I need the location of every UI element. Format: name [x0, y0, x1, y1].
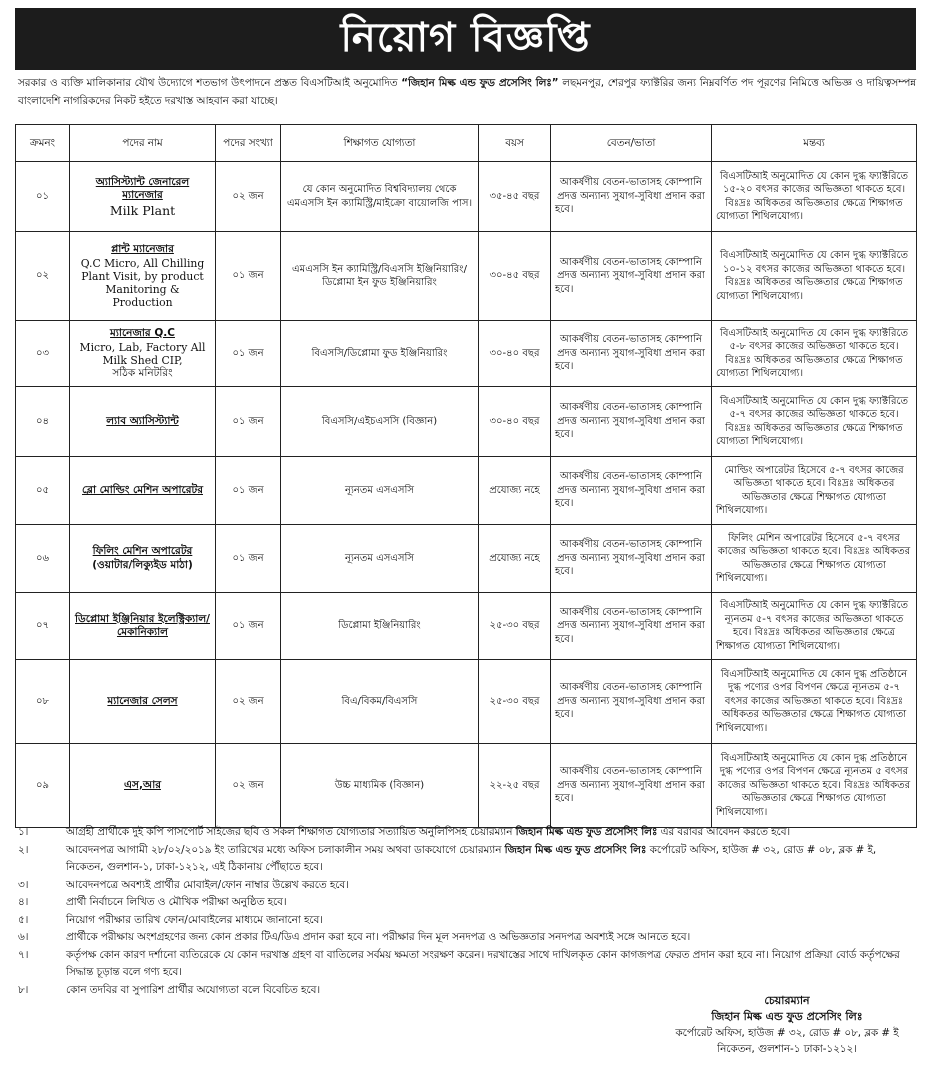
- cell-qualification: ডিপ্লোমা ইঞ্জিনিয়ারিং: [281, 593, 479, 660]
- cell-qualification: ন্যূনতম এসএসসি: [281, 457, 479, 525]
- cell-post-count: ০২ জন: [216, 660, 281, 744]
- post-subtitle-en: Milk Plant: [109, 202, 176, 218]
- cell-post-count: ০১ জন: [216, 593, 281, 660]
- list-item: [18, 877, 916, 895]
- cell-serial: ০৭: [16, 593, 70, 660]
- list-item: [18, 912, 916, 930]
- cell-post-name: [70, 321, 216, 387]
- cell-qualification: বিএ/বিকম/বিএসসি: [281, 660, 479, 744]
- note-number: ৬।: [18, 931, 29, 943]
- cell-post-count: ০১ জন: [216, 387, 281, 457]
- cell-remarks: বিএসটিআই অনুমোদিত যে কোন দুগ্ধ ফ্যাক্টরিতে ৫-৮ বৎসর কাজের অভিজ্ঞতা থাকতে হবে। বিঃদ্রঃ অধিকতর অভিজ্ঞতার ক্ষেত্রে শিক্ষাগত যোগ্যতা শিথিলযোগ্য।: [712, 321, 917, 387]
- post-subtitle-bn: (ওয়াটার/লিক্যুইড মাঠা): [92, 558, 193, 571]
- signatory-title: চেয়ারম্যান: [764, 994, 810, 1007]
- cell-serial: ০৩: [16, 321, 70, 387]
- intro-text-before: সরকার ও ব্যক্তি মালিকানার যৌথ উদ্যোগে শতভাগ উৎপাদনে প্রস্তত বিএসটিআই অনুমোদিত: [18, 77, 402, 89]
- cell-salary: আকর্ষণীয় বেতন-ভাতাসহ কোম্পানি প্রদত্ত অন্যান্য সুযাগ-সুবিধা প্রদান করা হবে।: [551, 321, 712, 387]
- vacancy-table: [15, 124, 917, 828]
- table-row: [16, 232, 917, 321]
- list-item: [18, 947, 916, 982]
- cell-remarks: বিএসটিআই অনুমোদিত যে কোন দুগ্ধ ফ্যাক্টরিতে ন্যূনতম ৫-৭ বৎসর কাজের অভিজ্ঞতা থাকতে হবে। বিঃদ্রঃ অধিকতর অভিজ্ঞতার ক্ষেত্রে শিক্ষাগত যোগ্যতা শিথিলযোগ্য।: [712, 593, 917, 660]
- cell-qualification: এমএসসি ইন ক্যামিস্ট্রি/বিএসসি ইঞ্জিনিয়ারিং/ ডিপ্লোমা ইন ফুড ইঞ্জিনিয়ারিং: [281, 232, 479, 321]
- cell-post-name: [70, 660, 216, 744]
- table-row: [16, 387, 917, 457]
- cell-salary: আকর্ষণীয় বেতন-ভাতাসহ কোম্পানি প্রদত্ত অন্যান্য সুযাগ-সুবিধা প্রদান করা হবে।: [551, 744, 712, 828]
- header-salary: বেতন/ভাতা: [551, 125, 712, 162]
- note-text: প্রার্থী নির্বাচনে লিখিত ও মৌখিক পরীক্ষা অনুষ্ঠিত হবে।: [66, 896, 287, 908]
- cell-remarks: বিএসটিআই অনুমোদিত যে কোন দুগ্ধ ফ্যাক্টরিতে ১০-১২ বৎসর কাজের অভিজ্ঞতা থাকতে হবে। বিঃদ্রঃ অধিকতর অভিজ্ঞতার ক্ষেত্রে শিক্ষাগত যোগ্যতা শিথিলযোগ্য।: [712, 232, 917, 321]
- post-title-bn: ব্লো মোল্ডিং মেশিন অপারেটর: [82, 483, 203, 496]
- list-item: [18, 824, 916, 842]
- header-post-name: পদের নাম: [70, 125, 216, 162]
- cell-serial: ০৯: [16, 744, 70, 828]
- cell-salary: আকর্ষণীয় বেতন-ভাতাসহ কোম্পানি প্রদত্ত অন্যান্য সুযাগ-সুবিধা প্রদান করা হবে।: [551, 232, 712, 321]
- cell-serial: ০৫: [16, 457, 70, 525]
- note-company-name: জিহান মিল্ক এন্ড ফুড প্রসেসিং লিঃ: [504, 843, 647, 856]
- header-post-count: পদের সংখ্যা: [216, 125, 281, 162]
- post-subtitle-en: Micro, Lab, Factory All Milk Shed CIP,: [79, 340, 206, 367]
- cell-serial: ০৪: [16, 387, 70, 457]
- cell-serial: ০৬: [16, 525, 70, 593]
- cell-age: ৩০-৪০ বছর: [479, 321, 551, 387]
- table-row: [16, 321, 917, 387]
- cell-post-name: [70, 162, 216, 232]
- cell-qualification: বিএসসি/ডিপ্লোমা ফুড ইঞ্জিনিয়ারিং: [281, 321, 479, 387]
- cell-age: ২২-২৫ বছর: [479, 744, 551, 828]
- intro-company-name: “জিহান মিল্ক এন্ড ফুড প্রসেসিং লিঃ”: [401, 77, 559, 89]
- cell-remarks: মোল্ডিং অপারেটর হিসেবে ৫-৭ বৎসর কাজের অভিজ্ঞতা থাকতে হবে। বিঃদ্রঃ অধিকতর অভিজ্ঞতার ক্ষেত্রে শিক্ষাগত যোগ্যতা শিথিলযোগ্য।: [712, 457, 917, 525]
- cell-post-name: [70, 525, 216, 593]
- note-text: কর্তৃপক্ষ কোন কারণ দর্শানো ব্যতিরেকে যে কোন দরখাস্ত গ্রহণ বা বাতিলের সর্বময় ক্ষমতা সংরক্ষণ করেন। দরখাস্তের সাথে দাখিলকৃত কোন কাগজপত্র ফেরত প্রদান করা হবে না। নিয়োগ প্রক্রিয়া বোর্ড কর্তৃপক্ষের সিদ্ধান্ত চূড়ান্ত বলে গণ্য হবে।: [66, 948, 900, 978]
- cell-remarks: বিএসটিআই অনুমোদিত যে কোন দুগ্ধ প্রতিষ্ঠানে দুগ্ধ পণ্যের ওপর বিপণন ক্ষেত্রে ন্যূনতম ৫ বৎসর কাজের অভিজ্ঞতা থাকতে হবে। বিঃদ্রঃ অধিকতর অভিজ্ঞতার ক্ষেত্রে শিক্ষাগত যোগ্যতা শিথিলযোগ্য।: [712, 744, 917, 828]
- cell-remarks: বিএসটিআই অনুমোদিত যে কোন দুগ্ধ ফ্যাক্টরিতে ১৫-২০ বৎসর কাজের অভিজ্ঞতা থাকতে হবে। বিঃদ্রঃ অধিকতর অভিজ্ঞতার ক্ষেত্রে শিক্ষাগত যোগ্যতা শিথিলযোগ্য।: [712, 162, 917, 232]
- table-row: [16, 744, 917, 828]
- cell-serial: ০১: [16, 162, 70, 232]
- cell-remarks: বিএসটিআই অনুমোদিত যে কোন দুগ্ধ ফ্যাক্টরিতে ৫-৭ বৎসর কাজের অভিজ্ঞতা থাকতে হবে। বিঃদ্রঃ অধিকতর অভিজ্ঞতার ক্ষেত্রে শিক্ষাগত যোগ্যতা শিথিলযোগ্য।: [712, 387, 917, 457]
- note-text: আবেদনপত্র আগামী ২৮/০২/২০১৯ ইং তারিখের মধ্যে অফিস চলাকালীন সময় অথবা ডাকযোগে চেয়ারম্যান: [66, 843, 505, 856]
- cell-age: ৩৫-৪৫ বছর: [479, 162, 551, 232]
- cell-post-count: ০১ জন: [216, 321, 281, 387]
- table-row: [16, 457, 917, 525]
- cell-age: ৩০-৪০ বছর: [479, 387, 551, 457]
- cell-salary: আকর্ষণীয় বেতন-ভাতাসহ কোম্পানি প্রদত্ত অন্যান্য সুযাগ-সুবিধা প্রদান করা হবে।: [551, 660, 712, 744]
- post-title-bn: ফিলিং মেশিন অপারেটর: [92, 545, 193, 557]
- intro-text-after: লছমনপুর, শেরপুর ফ্যাক্টরির জন্য নিম্নবর্ণিত পদ পূরণের নিমিত্তে অভিজ্ঞ ও দায়িত্বসম্পন্ন বাংলাদেশি নাগরিকদের নিকট হইতে দরখাস্ত আহবান করা যাচ্ছে।: [18, 77, 916, 107]
- header-qualification: শিক্ষাগত যোগ্যতা: [281, 125, 479, 162]
- post-title-bn: ম্যানেজার Q.C: [110, 327, 175, 339]
- note-number: ৪।: [18, 896, 29, 908]
- note-text: কোন তদবির বা সুপারিশ প্রার্থীর অযোগ্যতা বলে বিবেচিত হবে।: [66, 983, 321, 996]
- cell-salary: আকর্ষণীয় বেতন-ভাতাসহ কোম্পানি প্রদত্ত অন্যান্য সুযাগ-সুবিধা প্রদান করা হবে।: [551, 457, 712, 525]
- cell-salary: আকর্ষণীয় বেতন-ভাতাসহ কোম্পানি প্রদত্ত অন্যান্য সুযাগ-সুবিধা প্রদান করা হবে।: [551, 162, 712, 232]
- note-text: আবেদনপত্রে অবশ্যই প্রার্থীর মোবাইল/ফোন নাম্বার উল্লেখ করতে হবে।: [66, 878, 349, 891]
- intro-paragraph: [18, 74, 916, 110]
- note-number: ৭।: [18, 948, 29, 961]
- cell-age: প্রযোজ্য নহে: [479, 457, 551, 525]
- table-row: [16, 162, 917, 232]
- cell-salary: আকর্ষণীয় বেতন-ভাতাসহ কোম্পানি প্রদত্ত অন্যান্য সুযাগ-সুবিধা প্রদান করা হবে।: [551, 387, 712, 457]
- note-text-after: এর বরাবর আবেদন করতে হবে।: [657, 826, 791, 838]
- table-header-row: [16, 125, 917, 162]
- cell-post-count: ০১ জন: [216, 525, 281, 593]
- cell-age: ২৫-৩০ বছর: [479, 593, 551, 660]
- cell-post-count: ০২ জন: [216, 162, 281, 232]
- page-title: নিয়োগ বিজ্ঞপ্তি: [340, 14, 591, 61]
- post-title-bn: ম্যানেজার সেলস: [107, 694, 178, 707]
- cell-post-name: [70, 744, 216, 828]
- cell-remarks: বিএসটিআই অনুমোদিত যে কোন দুগ্ধ প্রতিষ্ঠানে দুগ্ধ পণ্যের ওপর বিপণন ক্ষেত্রে ন্যূনতম ৫-৭ বৎসর কাজের অভিজ্ঞতা থাকতে হবে। বিঃদ্রঃ অধিকতর অভিজ্ঞতার ক্ষেত্রে শিক্ষাগত যোগ্যতা শিথিলযোগ্য।: [712, 660, 917, 744]
- instructions-list: [18, 824, 916, 999]
- header-age: বয়স: [479, 125, 551, 162]
- header-serial: ক্রমনং: [16, 125, 70, 162]
- header-remarks: মন্তব্য: [712, 125, 917, 162]
- cell-post-count: ০২ জন: [216, 744, 281, 828]
- cell-qualification: যে কোন অনুমোদিত বিশ্ববিদ্যালয় থেকে এমএসসি ইন ক্যামিস্ট্রি/মাইক্রো বায়োলজি পাস।: [281, 162, 479, 232]
- cell-post-count: ০১ জন: [216, 232, 281, 321]
- post-title-bn: প্লান্ট ম্যানেজার: [111, 243, 174, 256]
- cell-salary: আকর্ষণীয় বেতন-ভাতাসহ কোম্পানি প্রদত্ত অন্যান্য সুযাগ-সুবিধা প্রদান করা হবে।: [551, 593, 712, 660]
- note-company-name: জিহান মিল্ক এন্ড ফুড প্রসেসিং লিঃ: [515, 826, 658, 838]
- table-row: [16, 593, 917, 660]
- list-item: [18, 929, 916, 947]
- cell-remarks: ফিলিং মেশিন অপারেটর হিসেবে ৫-৭ বৎসর কাজের অভিজ্ঞতা থাকতে হবে। বিঃদ্রঃ অধিকতর অভিজ্ঞতার ক্ষেত্রে শিক্ষাগত যোগ্যতা শিথিলযোগ্য।: [712, 525, 917, 593]
- signatory-address-line-1: কর্পোরেট অফিস, হাউজ # ৩২, রোড # ০৮, ব্লক # ই: [675, 1027, 899, 1039]
- list-item: [18, 894, 916, 912]
- cell-salary: আকর্ষণীয় বেতন-ভাতাসহ কোম্পানি প্রদত্ত অন্যান্য সুযাগ-সুবিধা প্রদান করা হবে।: [551, 525, 712, 593]
- note-text-after: কর্পোরেট অফিস, হাউজ # ৩২, রোড # ০৮, ব্লক # ই, নিকেতন, গুলশান-১, ঢাকা-১২১২, এই ঠিকানায় পৌঁছাতে হবে।: [66, 843, 877, 873]
- table-row: [16, 525, 917, 593]
- post-title-bn: ডিপ্লোমা ইঞ্জিনিয়ার ইলেক্ট্রিক্যাল/ মেকানিক্যাল: [75, 612, 210, 638]
- cell-post-name: [70, 457, 216, 525]
- note-text: আগ্রহী প্রার্থীকে দুই কপি পাসপোর্ট সাইজের ছবি ও সকল শিক্ষাগত যোগ্যতার সত্যায়িত অনুলিপিসহ চেয়ারম্যান: [66, 826, 516, 838]
- note-number: ৫।: [18, 913, 29, 926]
- signatory-address-line-2: নিকেতন, গুলশান-১ ঢাকা-১২১২।: [717, 1043, 857, 1055]
- table-row: [16, 660, 917, 744]
- post-title-bn: অ্যাসিস্ট্যান্ট জেনারেল ম্যানেজার: [95, 175, 190, 201]
- signatory-company: জিহান মিল্ক এন্ড ফুড প্রসেসিং লিঃ: [711, 1010, 863, 1023]
- cell-serial: ০৮: [16, 660, 70, 744]
- cell-post-count: ০১ জন: [216, 457, 281, 525]
- post-subtitle-en: Q.C Micro, All Chilling Plant Visit, by product Manitoring & Production: [80, 256, 205, 309]
- note-number: ৩।: [18, 878, 29, 891]
- cell-post-name: [70, 387, 216, 457]
- title-banner: [15, 8, 916, 70]
- cell-qualification: ন্যূনতম এসএসসি: [281, 525, 479, 593]
- cell-qualification: বিএসসি/এইচএসসি (বিজ্ঞান): [281, 387, 479, 457]
- cell-post-name: [70, 593, 216, 660]
- cell-post-name: [70, 232, 216, 321]
- cell-age: প্রযোজ্য নহে: [479, 525, 551, 593]
- signature-block: [662, 993, 912, 1057]
- list-item: [18, 842, 916, 877]
- cell-serial: ০২: [16, 232, 70, 321]
- cell-qualification: উচ্চ মাধ্যমিক (বিজ্ঞান): [281, 744, 479, 828]
- note-number: ১।: [18, 826, 29, 838]
- note-text: প্রার্থীকে পরীক্ষায় অংশগ্রহণের জন্য কোন প্রকার টিএ/ডিএ প্রদান করা হবে না। পরীক্ষার দিন মূল সনদপত্র ও অভিজ্ঞতার সনদপত্র অবশ্যই সঙ্গে আনতে হবে।: [66, 931, 691, 943]
- post-title-bn: ল্যাব অ্যাসিস্ট্যান্ট: [106, 414, 179, 427]
- post-title-bn: এস,আর: [124, 778, 161, 791]
- note-text: নিয়োগ পরীক্ষার তারিখ ফোন/মোবাইলের মাধ্যমে জানানো হবে।: [66, 913, 323, 926]
- cell-age: ৩০-৪৫ বছর: [479, 232, 551, 321]
- cell-age: ২৫-৩০ বছর: [479, 660, 551, 744]
- note-number: ২।: [18, 843, 29, 856]
- note-number: ৮।: [18, 983, 29, 996]
- post-subtitle-bn: সঠিক মনিটরিং: [112, 366, 173, 379]
